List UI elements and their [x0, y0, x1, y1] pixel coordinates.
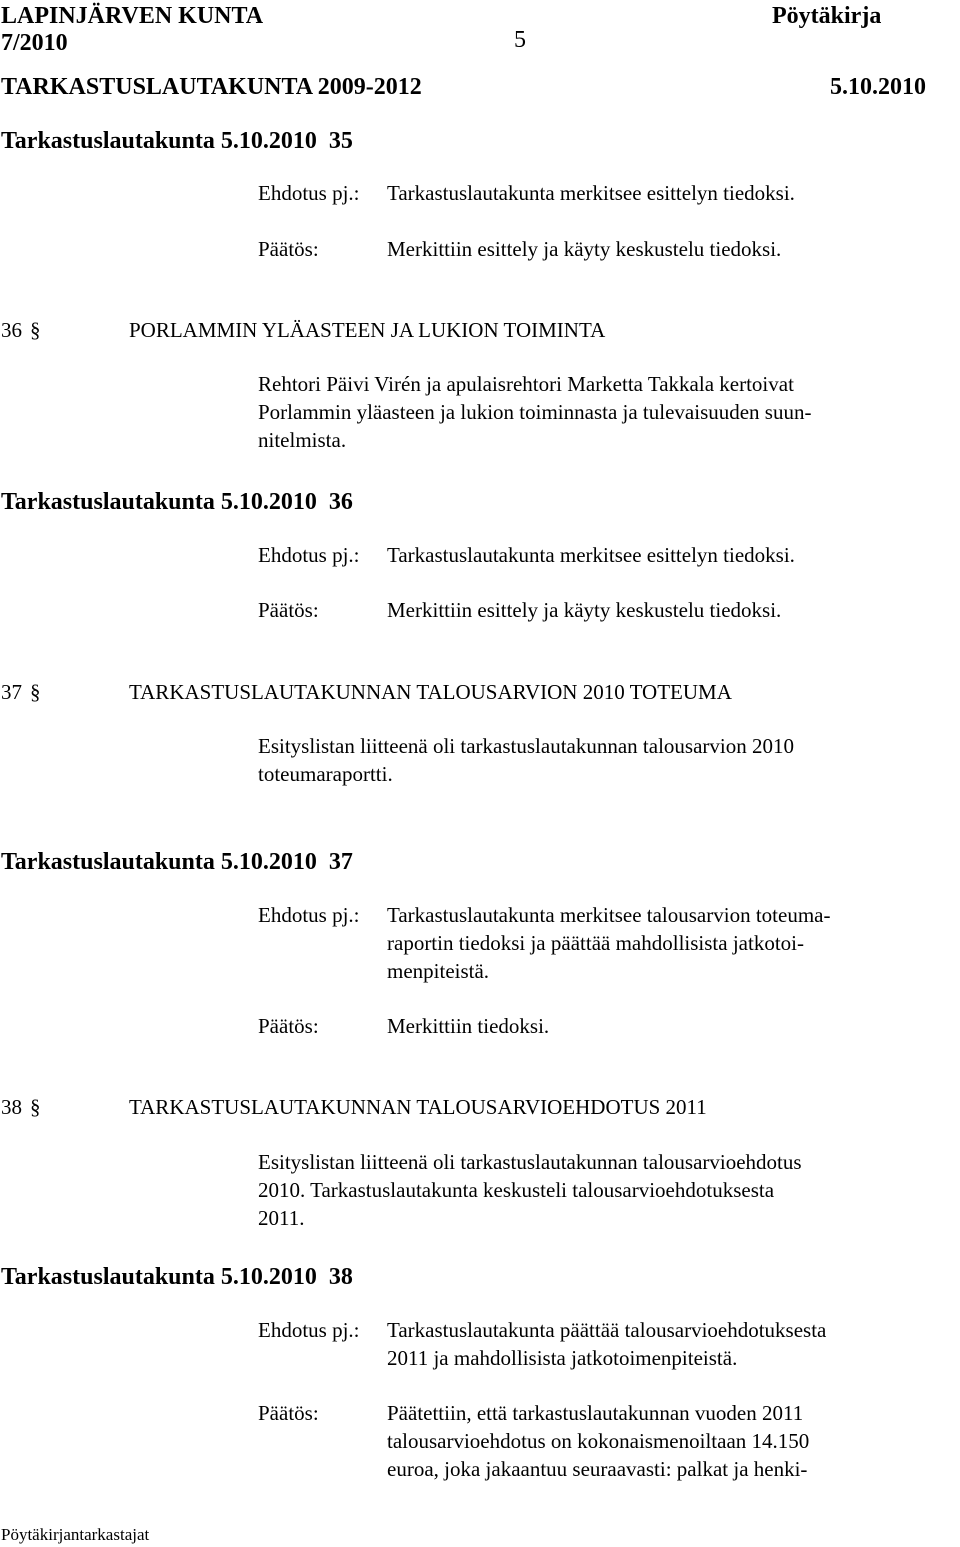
decision-text-line: talousarvioehdotus on kokonaismenoiltaan 14.150 [387, 1429, 810, 1453]
item-body-line: toteumaraportti. [258, 762, 393, 786]
proposal-text-line: 2011 ja mahdollisista jatkotoimenpiteistä. [387, 1346, 738, 1370]
section-heading-38: Tarkastuslautakunta 5.10.2010 38 [1, 1264, 353, 1290]
decision-label: Päätös: [258, 1401, 319, 1425]
decision-text: Merkittiin esittely ja käyty keskustelu tiedoksi. [387, 598, 782, 622]
proposal-text: Tarkastuslautakunta merkitsee esittelyn tiedoksi. [387, 543, 795, 567]
item-body-line: Esityslistan liitteenä oli tarkastuslautakunnan talousarvioehdotus [258, 1150, 802, 1174]
proposal-label: Ehdotus pj.: [258, 1318, 360, 1342]
item-body-line: Esityslistan liitteenä oli tarkastuslautakunnan talousarvion 2010 [258, 734, 794, 758]
item-title: TARKASTUSLAUTAKUNNAN TALOUSARVION 2010 TOTEUMA [129, 680, 732, 704]
proposal-text-line: Tarkastuslautakunta päättää talousarvioehdotuksesta [387, 1318, 827, 1342]
municipality-name: LAPINJÄRVEN KUNTA [1, 3, 264, 29]
proposal-text: Tarkastuslautakunta merkitsee esittelyn tiedoksi. [387, 181, 795, 205]
proposal-label: Ehdotus pj.: [258, 543, 360, 567]
item-body-line: 2010. Tarkastuslautakunta keskusteli talousarvioehdotuksesta [258, 1178, 775, 1202]
proposal-text-line: menpiteistä. [387, 959, 490, 983]
decision-text: Merkittiin esittely ja käyty keskustelu tiedoksi. [387, 237, 782, 261]
committee-title: TARKASTUSLAUTAKUNTA 2009-2012 [1, 74, 422, 100]
item-body-line: 2011. [258, 1206, 305, 1230]
decision-text: Merkittiin tiedoksi. [387, 1014, 550, 1038]
item-number: 36 [1, 318, 22, 342]
minutes-reviewers-label: Pöytäkirjantarkastajat [1, 1525, 150, 1544]
meeting-date: 5.10.2010 [830, 74, 926, 100]
issue-number: 7/2010 [1, 30, 68, 56]
section-sign: § [30, 318, 41, 342]
document-type: Pöytäkirja [772, 3, 882, 29]
section-sign: § [30, 680, 41, 704]
item-body-line: Rehtori Päivi Virén ja apulaisrehtori Marketta Takkala kertoivat [258, 372, 794, 396]
section-sign: § [30, 1095, 41, 1119]
decision-text-line: euroa, joka jakaantuu seuraavasti: palkat ja henki- [387, 1457, 808, 1481]
item-body-line: nitelmista. [258, 428, 347, 452]
section-heading-35: Tarkastuslautakunta 5.10.2010 35 [1, 128, 353, 154]
proposal-label: Ehdotus pj.: [258, 181, 360, 205]
item-title: PORLAMMIN YLÄASTEEN JA LUKION TOIMINTA [129, 318, 606, 342]
proposal-label: Ehdotus pj.: [258, 903, 360, 927]
item-number: 37 [1, 680, 22, 704]
section-heading-37: Tarkastuslautakunta 5.10.2010 37 [1, 849, 353, 875]
item-title: TARKASTUSLAUTAKUNNAN TALOUSARVIOEHDOTUS 2011 [129, 1095, 707, 1119]
decision-text-line: Päätettiin, että tarkastuslautakunnan vuoden 2011 [387, 1401, 804, 1425]
decision-label: Päätös: [258, 598, 319, 622]
item-body-line: Porlammin yläasteen ja lukion toiminnasta ja tulevaisuuden suun- [258, 400, 812, 424]
proposal-text-line: raportin tiedoksi ja päättää mahdollisista jatkotoi- [387, 931, 804, 955]
page-number: 5 [514, 27, 526, 53]
section-heading-36: Tarkastuslautakunta 5.10.2010 36 [1, 489, 353, 515]
decision-label: Päätös: [258, 1014, 319, 1038]
item-number: 38 [1, 1095, 22, 1119]
decision-label: Päätös: [258, 237, 319, 261]
proposal-text-line: Tarkastuslautakunta merkitsee talousarvion toteuma- [387, 903, 831, 927]
